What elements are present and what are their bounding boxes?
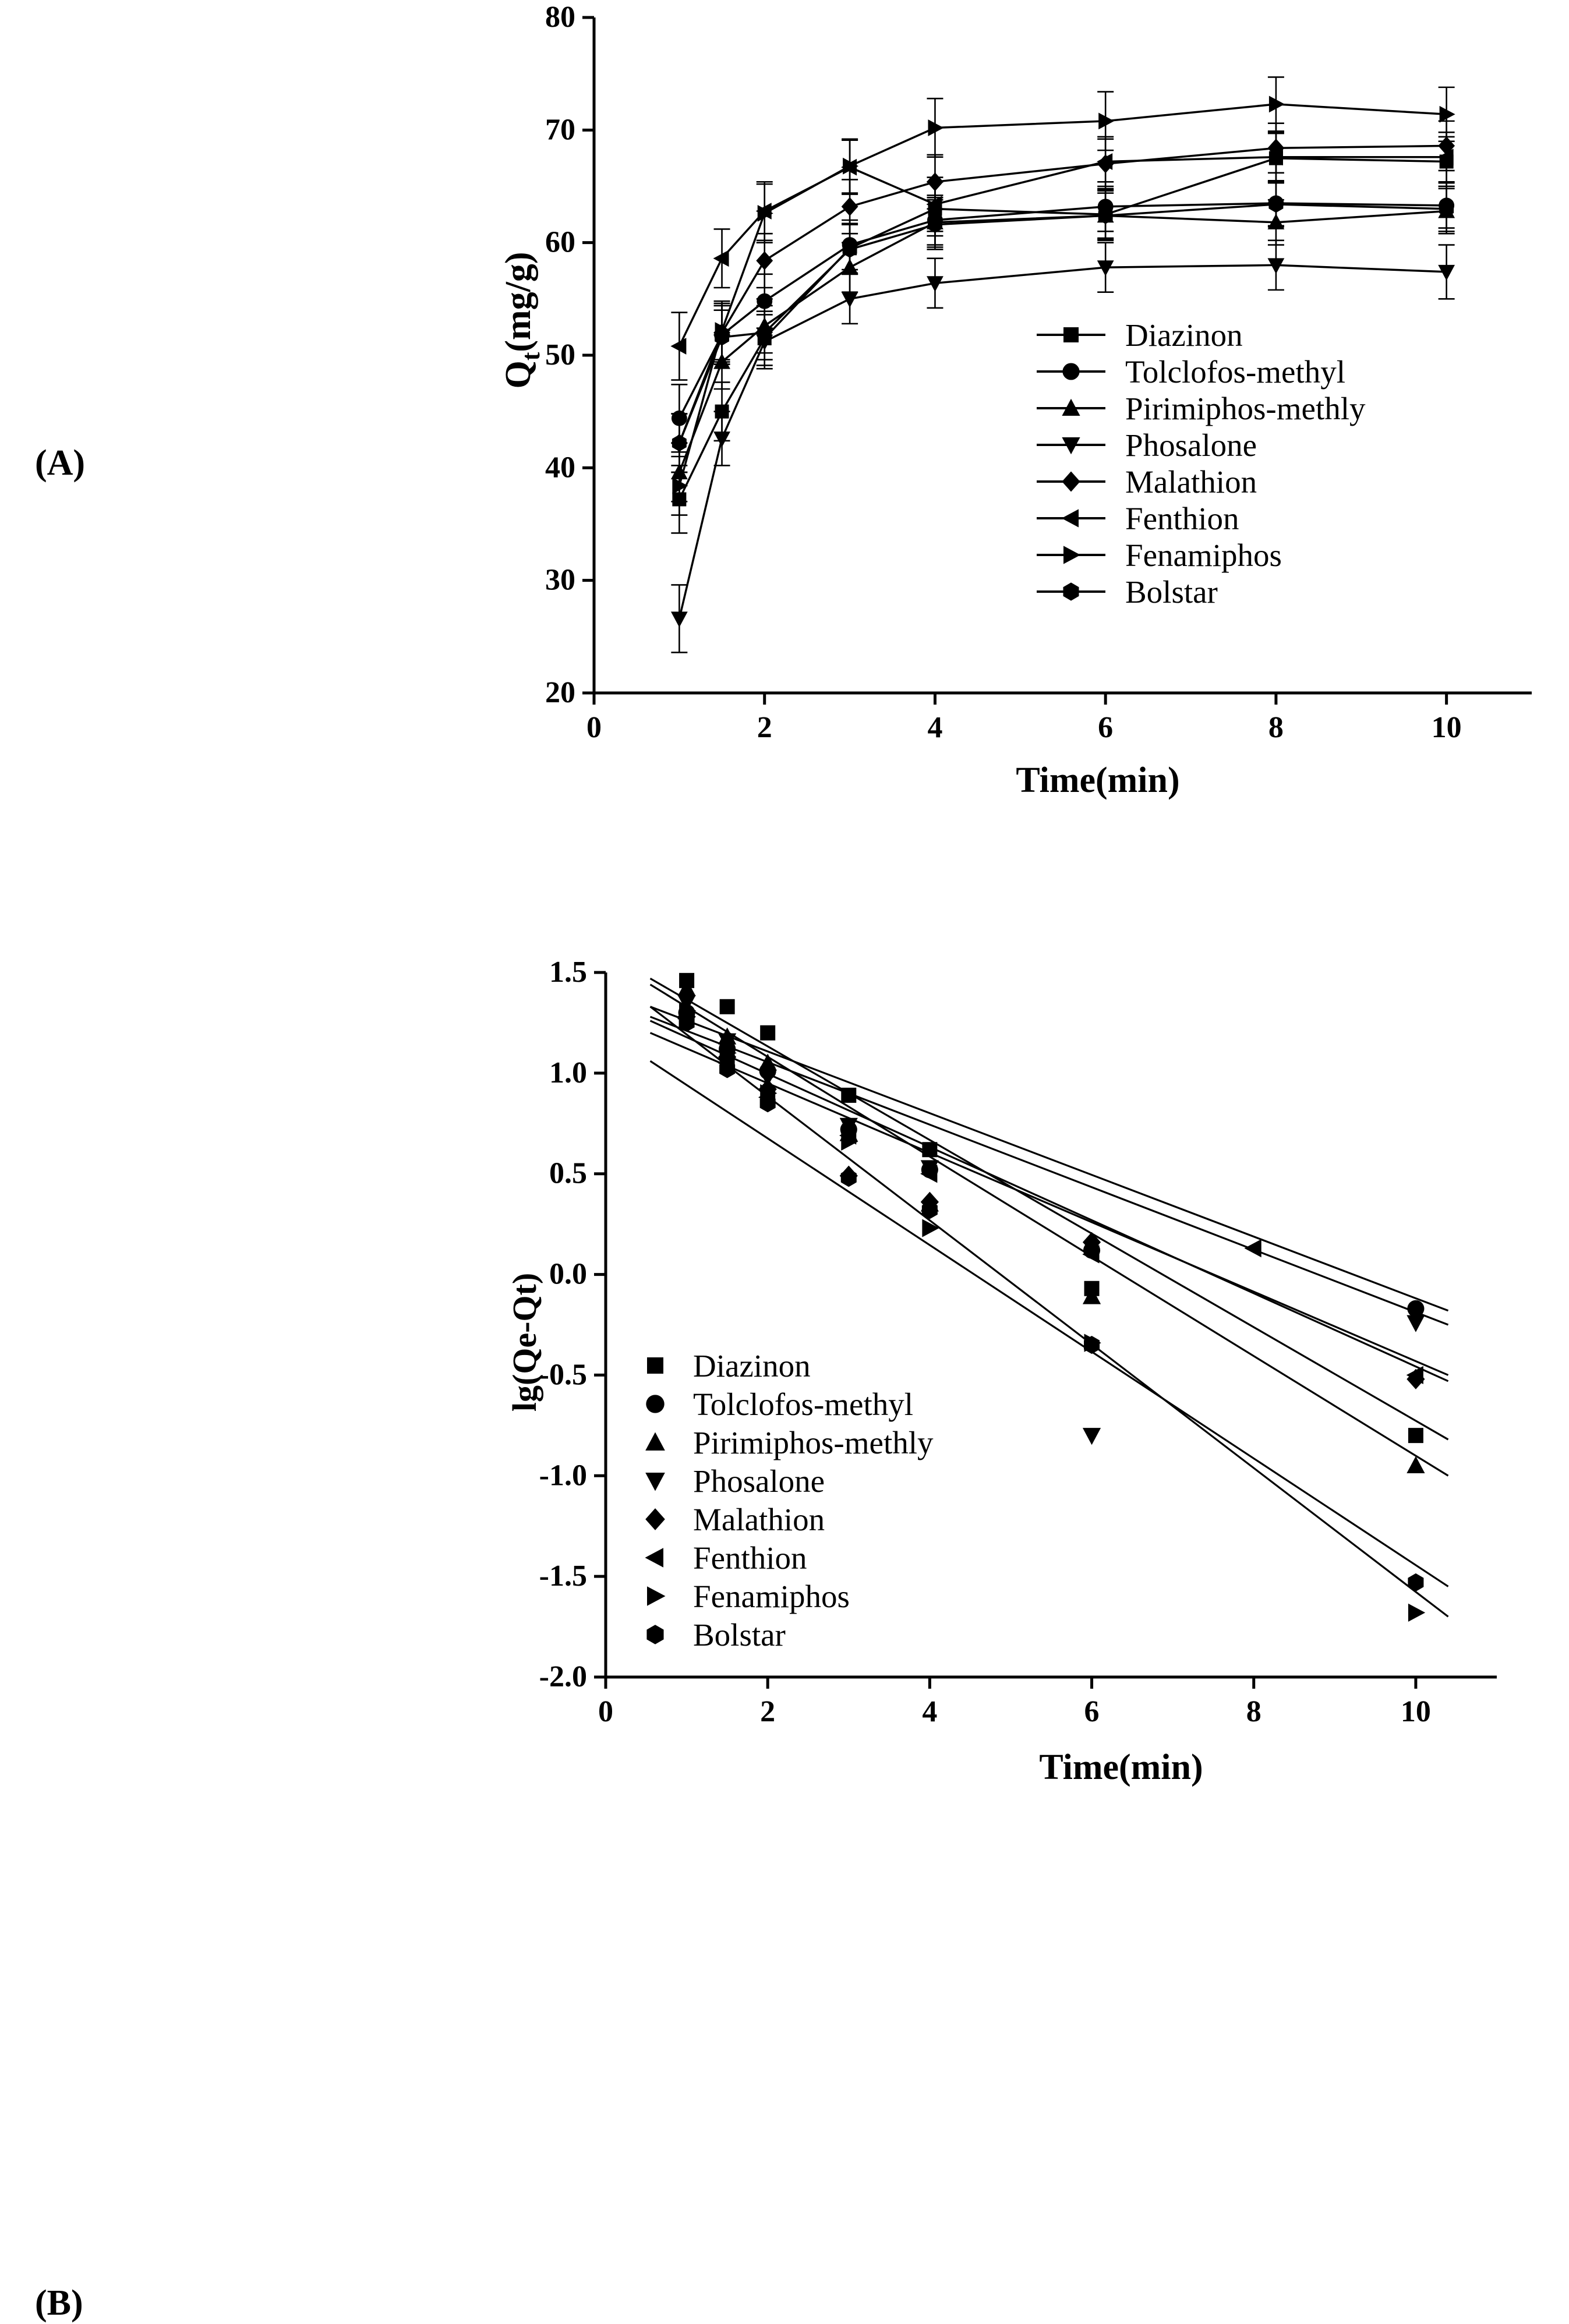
data-point-diamond xyxy=(842,197,858,216)
x-axis-title: Time(min) xyxy=(1039,1748,1203,1787)
x-tick-label: 6 xyxy=(1098,711,1114,744)
legend-item xyxy=(1037,354,1345,390)
y-tick-label: -2.0 xyxy=(539,1660,587,1693)
data-point-square xyxy=(760,1025,775,1041)
svg-text:lg(Qe-Qt): lg(Qe-Qt) xyxy=(506,1272,543,1412)
legend-label: Bolstar xyxy=(693,1617,786,1653)
legend-label: Tolclofos-methyl xyxy=(693,1386,914,1422)
data-point-square xyxy=(841,1088,856,1103)
legend-label: Fenthion xyxy=(1125,501,1239,536)
data-point-triangle-down xyxy=(1083,1428,1101,1445)
y-tick-label: 0.0 xyxy=(549,1257,587,1291)
data-point-triangle-left xyxy=(670,338,686,355)
y-tick-label: 30 xyxy=(545,563,575,597)
legend-marker-circle xyxy=(646,1395,664,1413)
data-point-circle xyxy=(1407,1300,1424,1317)
legend-label: Malathion xyxy=(1125,464,1257,500)
legend-item xyxy=(1037,574,1218,610)
y-tick-label: 1.0 xyxy=(549,1056,587,1090)
data-point-triangle-right xyxy=(928,119,943,136)
x-tick-label: 8 xyxy=(1246,1695,1261,1728)
legend-label: Pirimiphos-methly xyxy=(693,1425,934,1460)
legend-marker-triangle-left xyxy=(1062,509,1079,527)
panel-a-label: (A) xyxy=(35,443,86,483)
data-point-diamond xyxy=(756,251,773,270)
legend-marker-triangle-up xyxy=(645,1432,665,1451)
legend-marker-triangle-down xyxy=(645,1473,665,1491)
x-tick-label: 10 xyxy=(1400,1695,1431,1728)
series-line xyxy=(679,211,1446,473)
x-tick-label: 4 xyxy=(922,1695,938,1728)
x-tick-label: 0 xyxy=(598,1695,613,1728)
data-point-square xyxy=(922,1142,937,1157)
legend-marker-square xyxy=(647,1357,663,1374)
data-point-triangle-down xyxy=(1407,1315,1425,1332)
data-point-hexagon xyxy=(841,1169,857,1187)
legend-label: Phosalone xyxy=(1125,427,1257,463)
data-point-triangle-right xyxy=(1098,112,1114,129)
x-tick-label: 10 xyxy=(1431,711,1462,744)
legend-marker-triangle-left xyxy=(645,1548,664,1568)
legend-label: Phosalone xyxy=(693,1463,825,1499)
y-axis-title xyxy=(499,252,545,388)
legend-label: Pirimiphos-methly xyxy=(1125,391,1366,426)
fit-line xyxy=(651,1007,1448,1311)
panel-b xyxy=(0,932,1569,2323)
data-point-triangle-down xyxy=(1438,265,1455,281)
legend-item xyxy=(645,1540,807,1576)
legend-marker-triangle-right xyxy=(647,1586,666,1606)
data-point-square xyxy=(720,999,735,1014)
y-tick-label: 80 xyxy=(545,1,575,34)
x-tick-label: 2 xyxy=(760,1695,776,1728)
svg-text:Qt(mg/g): $Q_t(mg/g)$ xyxy=(499,252,545,389)
legend-label: Fenamiphos xyxy=(1125,537,1282,573)
data-point-triangle-down xyxy=(713,431,730,447)
y-tick-label: 70 xyxy=(545,113,575,147)
data-point-square xyxy=(1408,1428,1423,1443)
legend-marker-square xyxy=(1063,327,1079,342)
legend-label: Tolclofos-methyl xyxy=(1125,354,1346,390)
series-line xyxy=(679,265,1446,618)
legend-label: Diazinon xyxy=(693,1348,811,1384)
legend-item xyxy=(1037,427,1257,463)
y-axis-title xyxy=(506,1273,543,1412)
chart-b-svg xyxy=(454,949,1561,1799)
y-tick-label: -0.5 xyxy=(539,1358,587,1392)
x-tick-label: 8 xyxy=(1268,711,1284,744)
data-point-hexagon xyxy=(672,434,687,451)
y-tick-label: 60 xyxy=(545,225,575,259)
x-tick-label: 6 xyxy=(1084,1695,1100,1728)
legend-label: Diazinon xyxy=(1125,317,1243,353)
legend-marker-circle xyxy=(1062,363,1079,380)
series-line xyxy=(679,157,1446,346)
chart-b xyxy=(454,949,1561,1799)
y-tick-label: 1.5 xyxy=(549,956,587,989)
legend-item xyxy=(646,1386,913,1422)
panel-b-label: (B) xyxy=(35,2283,83,2323)
data-point-triangle-down xyxy=(842,292,858,307)
y-tick-label: 40 xyxy=(545,451,575,484)
legend-item xyxy=(1037,537,1282,573)
legend-item xyxy=(645,1425,934,1460)
legend-item xyxy=(645,1463,825,1499)
legend-item xyxy=(1037,464,1257,500)
legend-item xyxy=(1037,501,1239,536)
x-axis-title: Time(min) xyxy=(1016,760,1180,800)
chart-a xyxy=(454,0,1561,908)
chart-a-svg xyxy=(454,0,1561,908)
legend-label: Fenthion xyxy=(693,1540,807,1576)
x-tick-label: 4 xyxy=(927,711,943,744)
legend-marker-diamond xyxy=(645,1508,665,1530)
data-point-triangle-left xyxy=(713,250,729,267)
x-tick-label: 0 xyxy=(586,711,602,744)
data-point-triangle-right xyxy=(1408,1604,1425,1622)
legend-label: Fenamiphos xyxy=(693,1579,850,1614)
legend-item xyxy=(645,1502,825,1537)
legend-item xyxy=(647,1348,811,1384)
x-tick-label: 2 xyxy=(757,711,772,744)
legend-marker-diamond xyxy=(1062,471,1080,491)
y-tick-label: 0.5 xyxy=(549,1156,587,1190)
y-tick-label: -1.0 xyxy=(539,1459,587,1492)
legend-item xyxy=(1037,391,1366,426)
data-point-triangle-down xyxy=(671,611,688,627)
data-point-triangle-right xyxy=(1440,106,1455,123)
legend-label: Malathion xyxy=(693,1502,825,1537)
legend-marker-hexagon xyxy=(1063,582,1079,600)
legend-marker-hexagon xyxy=(646,1625,663,1644)
data-point-triangle-up xyxy=(759,1053,777,1070)
legend-label: Bolstar xyxy=(1125,574,1218,610)
panel-a xyxy=(0,0,1569,932)
data-point-triangle-right xyxy=(1269,95,1285,112)
legend-item xyxy=(647,1579,850,1614)
data-point-triangle-left xyxy=(1244,1239,1261,1257)
legend-item xyxy=(646,1617,785,1653)
y-tick-label: -1.5 xyxy=(539,1559,587,1593)
y-tick-label: 20 xyxy=(545,676,575,709)
legend-marker-triangle-right xyxy=(1063,546,1080,564)
legend-item xyxy=(1037,317,1243,353)
series-line xyxy=(679,104,1446,486)
y-tick-label: 50 xyxy=(545,338,575,372)
